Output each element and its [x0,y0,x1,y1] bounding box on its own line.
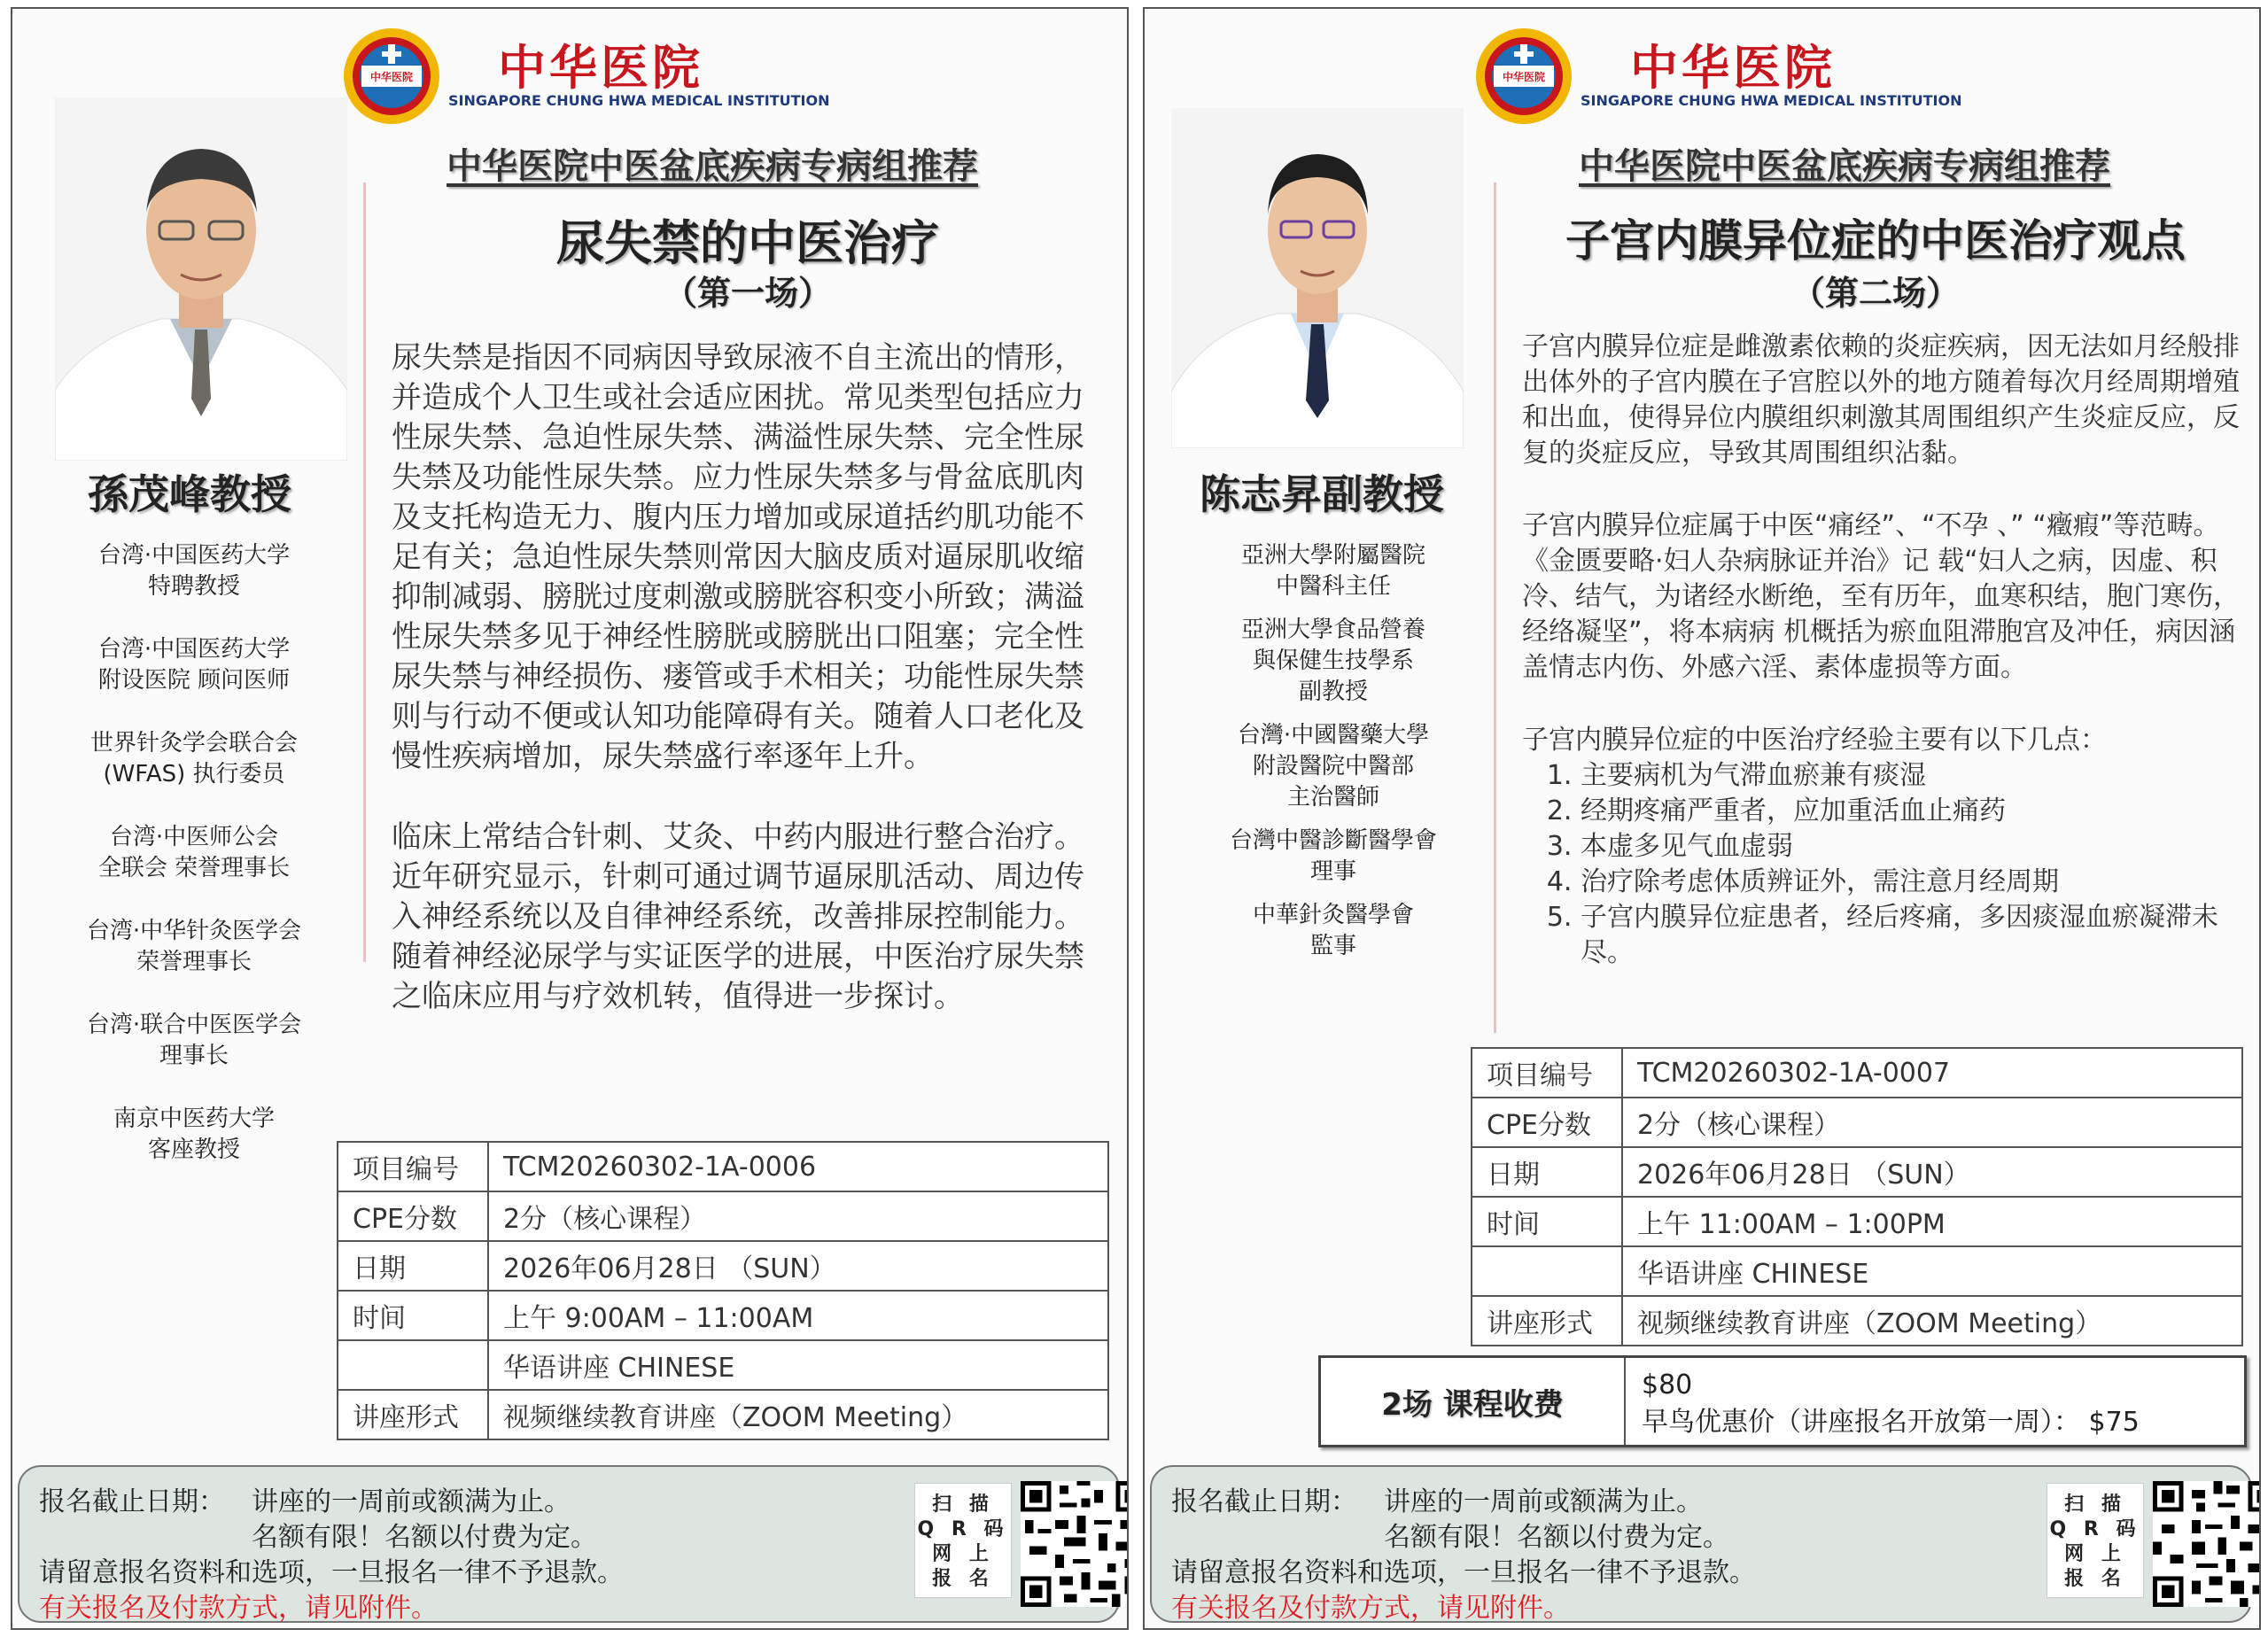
course-fee-box [1318,1355,2247,1447]
info-key: 项目编号 [338,1142,488,1191]
table-row [338,1241,1108,1291]
svg-text:中华医院: 中华医院 [1502,71,1546,83]
payment-notice: 有关报名及付款方式，请见附件。 [39,1593,438,1624]
table-row [338,1191,1108,1241]
description-paragraph: 尿失禁是指因不同病因导致尿液不自主流出的情形，并造成个人卫生或社会适应困扰。常见类型包括应力性尿失禁、急迫性尿失禁、满溢性尿失禁、完全性尿失禁及功能性尿失禁。应力性尿失禁多与骨盆底肌肉及支托构造无力、腹内压力增加或尿道括约肌功能不足有关；急迫性尿失禁则常因大脑皮质对逼尿肌收缩抑制减弱、膀胱过度刺激或膀胱容积变小所致；满溢性尿失禁多见于神经性膀胱或膀胱出口阻塞；完全性尿失禁与神经损伤、瘘管或手术相关；功能性尿失禁则与行动不便或认知功能障碍有关。随着人口老化及慢性疾病增加，尿失禁盛行率逐年上升。 [392,340,1084,774]
info-value: 2026年06月28日 （SUN） [488,1241,1108,1291]
recommend-heading: 中华医院中医盆底疾病专病组推荐 [447,146,978,187]
lecture-info-table [337,1141,1109,1440]
refund-notice: 请留意报名资料和选项，一旦报名一律不予退款。 [1171,1557,1756,1588]
table-row [1472,1147,2242,1197]
deadline-text: 讲座的一周前或额满为止。 [252,1486,571,1517]
recommend-heading: 中华医院中医盆底疾病专病组推荐 [1579,146,2110,187]
description-paragraph: 子宫内膜异位症是雌激素依赖的炎症疾病，因无法如月经般排出体外的子宫内膜在子宫腔以外的地方随着每次月经周期增殖和出血，使得异位内膜组织刺激其周围组织产生炎症反应，反复的炎症反应，导致其周围组织沾黏。 [1522,331,2240,469]
credential-item: 台灣·中國醫藥大學 附設醫院中醫部 主治醫師 [1237,722,1430,811]
hospital-logo [1474,27,1573,126]
info-key: 项目编号 [1472,1048,1622,1098]
info-value: 2026年06月28日 （SUN） [1622,1147,2242,1197]
table-row [1472,1197,2242,1246]
info-value: 上午 9:00AM – 11:00AM [488,1291,1108,1340]
fee-label: 2场 课程收费 [1321,1358,1626,1445]
info-value: 2分（核心课程） [488,1191,1108,1241]
info-key: CPE分数 [338,1191,488,1241]
list-item: 4. 治疗除考虑体质辨证外，需注意月经周期 [1581,865,2257,900]
info-key: 日期 [1472,1147,1622,1197]
lecture-title: 子宫内膜异位症的中医治疗观点 [1565,215,2186,267]
credential-item: 世界针灸学会联合会 (WFAS) 执行委员 [89,730,298,787]
list-item: 3. 本虚多见气血虚弱 [1581,829,2257,865]
credential-item: 台湾·中国医药大学 特聘教授 [97,542,291,600]
lecture-description [392,338,1111,1058]
flyer-panel-2 [1143,7,2261,1630]
limited-seats-text: 名额有限！名额以付费为定。 [252,1522,597,1553]
fee-early-bird: 早鸟优惠价（讲座报名开放第一周）： $75 [1642,1407,2140,1438]
credential-item: 中華針灸醫學會 監事 [1252,902,1414,959]
deadline-label: 报名截止日期： [39,1486,225,1517]
fee-details [1642,1367,2140,1441]
info-key [338,1340,488,1390]
info-key: 时间 [338,1291,488,1340]
registration-footer [18,1465,1120,1623]
info-key: 讲座形式 [338,1390,488,1439]
table-row [338,1390,1108,1439]
list-item: 5. 子宫内膜异位症患者，经后疼痛，多因痰湿血瘀凝滞未尽。 [1581,900,2257,971]
doctor-photo [1171,108,1464,448]
refund-notice: 请留意报名资料和选项，一旦报名一律不予退款。 [39,1557,624,1588]
column-divider [1494,182,1496,1033]
credential-item: 台湾·中医师公会 全联会 荣誉理事长 [97,824,291,881]
lecture-description [1522,330,2257,971]
deadline-text: 讲座的一周前或额满为止。 [1384,1486,1703,1517]
brand-name-en: SINGAPORE CHUNG HWA MEDICAL INSTITUTION [1581,92,1962,109]
doctor-photo [55,97,347,461]
info-value: TCM20260302-1A-0007 [1622,1048,2242,1098]
list-item: 1. 主要病机为气滞血瘀兼有痰湿 [1581,758,2257,794]
info-value: 视频继续教育讲座（ZOOM Meeting） [1622,1296,2242,1346]
registration-qr-code[interactable] [1021,1481,1129,1607]
lecture-info-table [1471,1047,2243,1346]
doctor-credentials [1187,540,1480,974]
description-paragraph: 临床上常结合针刺、艾灸、中药内服进行整合治疗。近年研究显示，针刺可通过调节逼尿肌活动、周边传入神经系统以及自律神经系统，改善排尿控制能力。随着神经泌尿学与实证医学的进展，中医治疗尿失禁之临床应用与疗效机转，值得进一步探讨。 [392,819,1084,1014]
list-item: 2. 经期疼痛严重者，应加重活血止痛药 [1581,794,2257,829]
credential-item: 台湾·联合中医医学会 理事长 [86,1012,302,1069]
doctor-name: 陈志昇副教授 [1200,470,1444,518]
table-row [338,1340,1108,1390]
registration-qr-code[interactable] [2153,1481,2261,1607]
info-key: 日期 [338,1241,488,1291]
scan-qr-label: 扫 描 Q R 码 网 上 报 名 [914,1483,1012,1598]
info-value: TCM20260302-1A-0006 [488,1142,1108,1191]
fee-price: $80 [1642,1369,1693,1400]
credential-item: 南京中医药大学 客座教授 [113,1106,275,1163]
table-row [1472,1246,2242,1296]
doctor-name: 孫茂峰教授 [88,470,291,518]
session-label: （第二场） [1790,274,1960,313]
deadline-label: 报名截止日期： [1171,1486,1357,1517]
list-intro: 子宫内膜异位症的中医治疗经验主要有以下几点： [1522,725,2107,756]
info-key: 讲座形式 [1472,1296,1622,1346]
lecture-title: 尿失禁的中医治疗 [556,215,939,271]
credential-item: 台湾·中华针灸医学会 荣誉理事长 [86,918,302,975]
flyer-panel-1 [11,7,1129,1630]
info-value: 华语讲座 CHINESE [488,1340,1108,1390]
info-key [1472,1246,1622,1296]
info-key: 时间 [1472,1197,1622,1246]
table-row [338,1291,1108,1340]
hospital-logo [342,27,441,126]
table-row [338,1142,1108,1191]
description-paragraph: 子宫内膜异位症属于中医“痛经”、“不孕 、” “癥瘕”等范畴。《金匮要略·妇人杂病脉证并治》记 载“妇人之病，因虚、积冷、结气，为诸经水断绝，至有历年，血寒积结，胞门寒伤，经络凝坚”，将本病病 机概括为瘀血阻滞胞宫及冲任，病因涵盖情志内伤、外感六淫、素体虚损等方面。 [1522,510,2240,683]
credential-item: 台湾·中国医药大学 附设医院 顾问医师 [97,636,291,694]
credential-item: 台灣中醫診斷醫學會 理事 [1229,827,1437,885]
info-key: CPE分数 [1472,1098,1622,1147]
table-row [1472,1048,2242,1098]
treatment-points-list [1522,758,2257,971]
info-value: 上午 11:00AM – 1:00PM [1622,1197,2242,1246]
limited-seats-text: 名额有限！名额以付费为定。 [1384,1522,1729,1553]
brand-name-cn: 中华医院 [1630,39,1836,96]
session-label: （第一场） [663,274,832,313]
payment-notice: 有关报名及付款方式，请见附件。 [1171,1593,1570,1624]
info-value: 2分（核心课程） [1622,1098,2242,1147]
registration-footer [1150,1465,2252,1623]
credential-item: 亞洲大學食品營養 與保健生技學系 副教授 [1240,617,1425,705]
info-value: 视频继续教育讲座（ZOOM Meeting） [488,1390,1108,1439]
credential-item: 亞洲大學附屬醫院 中醫科主任 [1240,542,1425,600]
brand-name-en: SINGAPORE CHUNG HWA MEDICAL INSTITUTION [448,92,830,109]
scan-qr-label: 扫 描 Q R 码 网 上 报 名 [2047,1483,2144,1598]
table-row [1472,1098,2242,1147]
svg-text:中华医院: 中华医院 [369,71,414,83]
table-row [1472,1296,2242,1346]
doctor-credentials [48,540,340,1198]
brand-name-cn: 中华医院 [498,39,703,96]
column-divider [363,182,366,962]
info-value: 华语讲座 CHINESE [1622,1246,2242,1296]
